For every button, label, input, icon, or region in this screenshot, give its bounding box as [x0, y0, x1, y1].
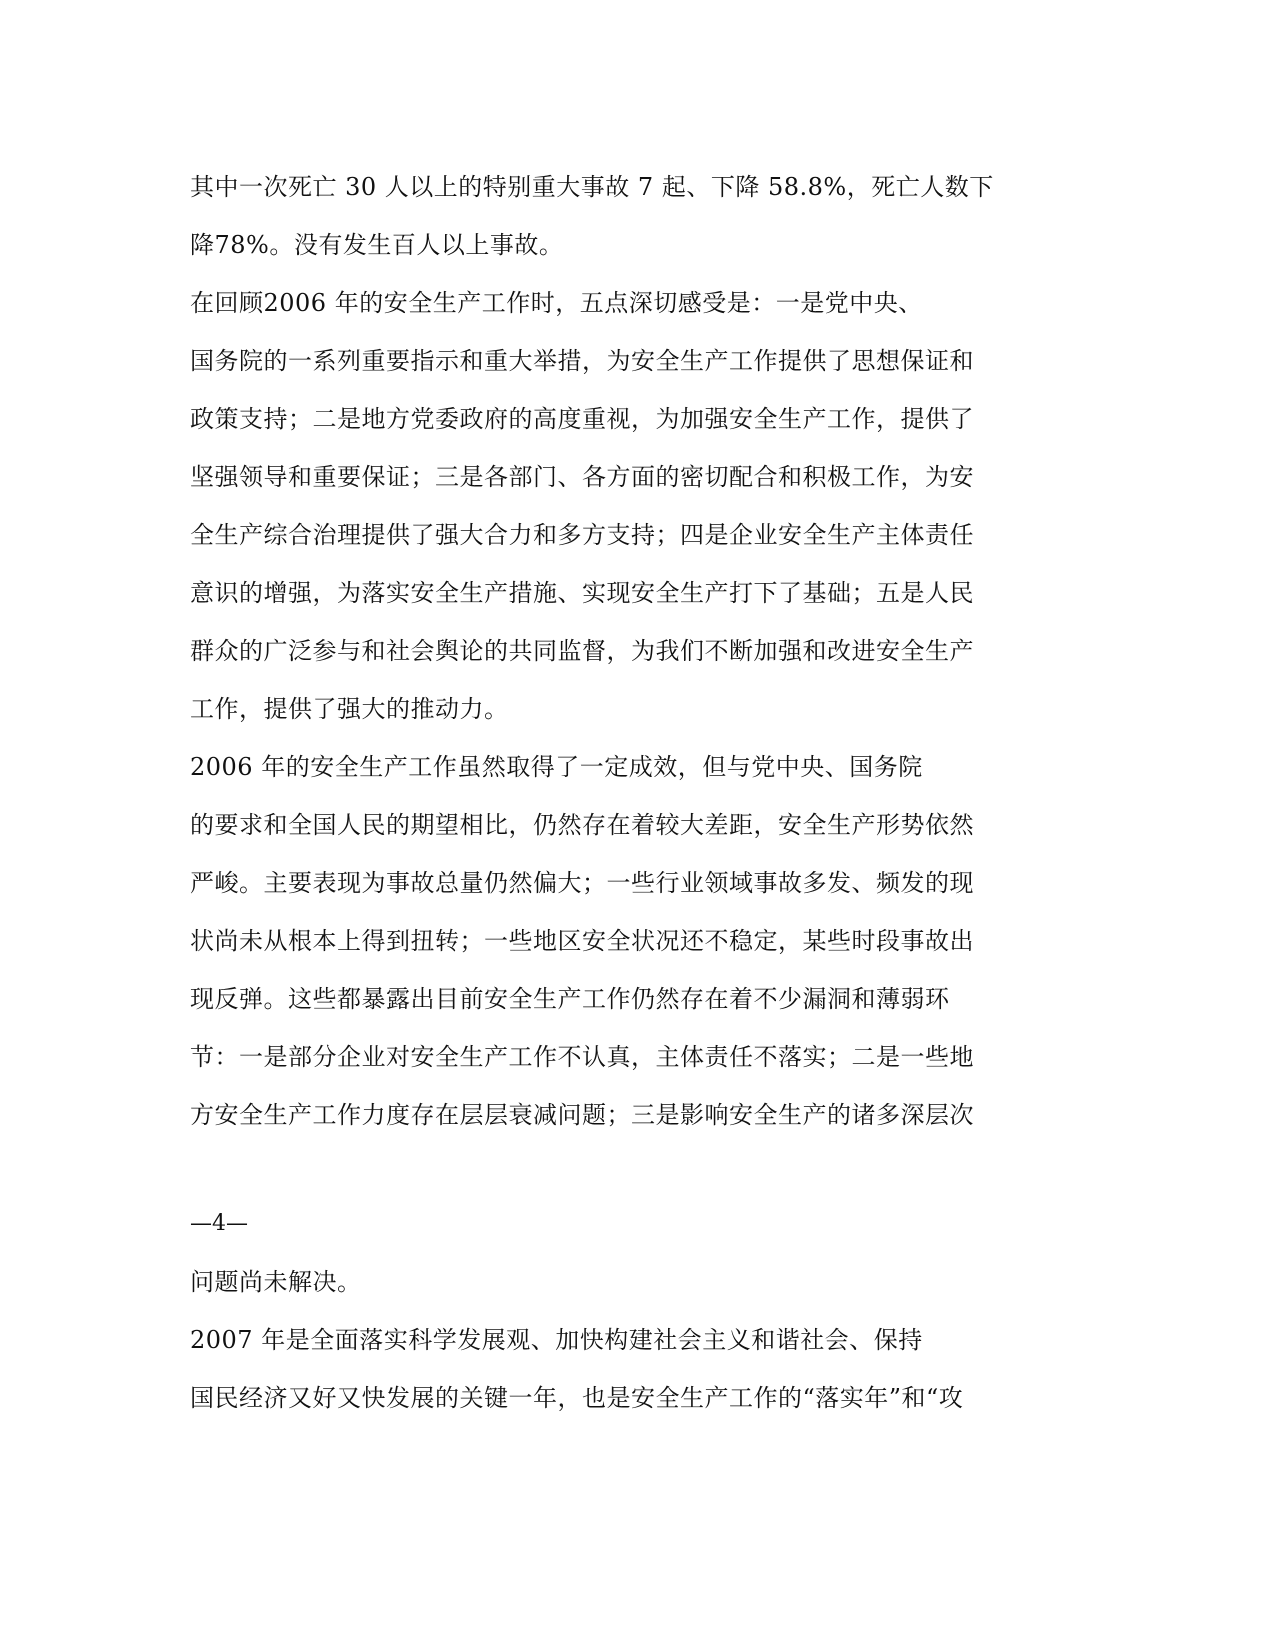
text-line: 节：一是部分企业对安全生产工作不认真，主体责任不落实；二是一些地 [190, 1043, 974, 1071]
text-line: 其中一次死亡 30 人以上的特别重大事故 7 起、下降 58.8%，死亡人数下 [190, 173, 994, 201]
page-number: —4— [190, 1211, 248, 1236]
text-line: 在回顾2006 年的安全生产工作时，五点深切感受是：一是党中央、 [190, 289, 923, 317]
text-line: 政策支持；二是地方党委政府的高度重视，为加强安全生产工作，提供了 [190, 405, 974, 433]
text-line: 国民经济又好又快发展的关键一年，也是安全生产工作的“落实年”和“攻 [190, 1384, 964, 1412]
text-line: 国务院的一系列重要指示和重大举措，为安全生产工作提供了思想保证和 [190, 347, 974, 375]
text-line: 坚强领导和重要保证；三是各部门、各方面的密切配合和积极工作，为安 [190, 463, 974, 491]
text-line: 严峻。主要表现为事故总量仍然偏大；一些行业领域事故多发、频发的现 [190, 869, 974, 897]
text-line: 2007 年是全面落实科学发展观、加快构建社会主义和谐社会、保持 [190, 1326, 923, 1354]
text-line: 方安全生产工作力度存在层层衰减问题；三是影响安全生产的诸多深层次 [190, 1101, 974, 1129]
text-line: 2006 年的安全生产工作虽然取得了一定成效，但与党中央、国务院 [190, 753, 923, 781]
text-line: 降78%。没有发生百人以上事故。 [190, 231, 564, 259]
text-line: 现反弹。这些都暴露出目前安全生产工作仍然存在着不少漏洞和薄弱环 [190, 985, 950, 1013]
text-line: 意识的增强，为落实安全生产措施、实现安全生产打下了基础；五是人民 [190, 579, 974, 607]
text-line: 状尚未从根本上得到扭转；一些地区安全状况还不稳定，某些时段事故出 [190, 927, 974, 955]
text-line: 工作，提供了强大的推动力。 [190, 695, 509, 723]
text-line: 的要求和全国人民的期望相比，仍然存在着较大差距，安全生产形势依然 [190, 811, 974, 839]
text-line: 群众的广泛参与和社会舆论的共同监督，为我们不断加强和改进安全生产 [190, 637, 974, 665]
text-line: 全生产综合治理提供了强大合力和多方支持；四是企业安全生产主体责任 [190, 521, 974, 549]
text-line: 问题尚未解决。 [190, 1268, 362, 1296]
